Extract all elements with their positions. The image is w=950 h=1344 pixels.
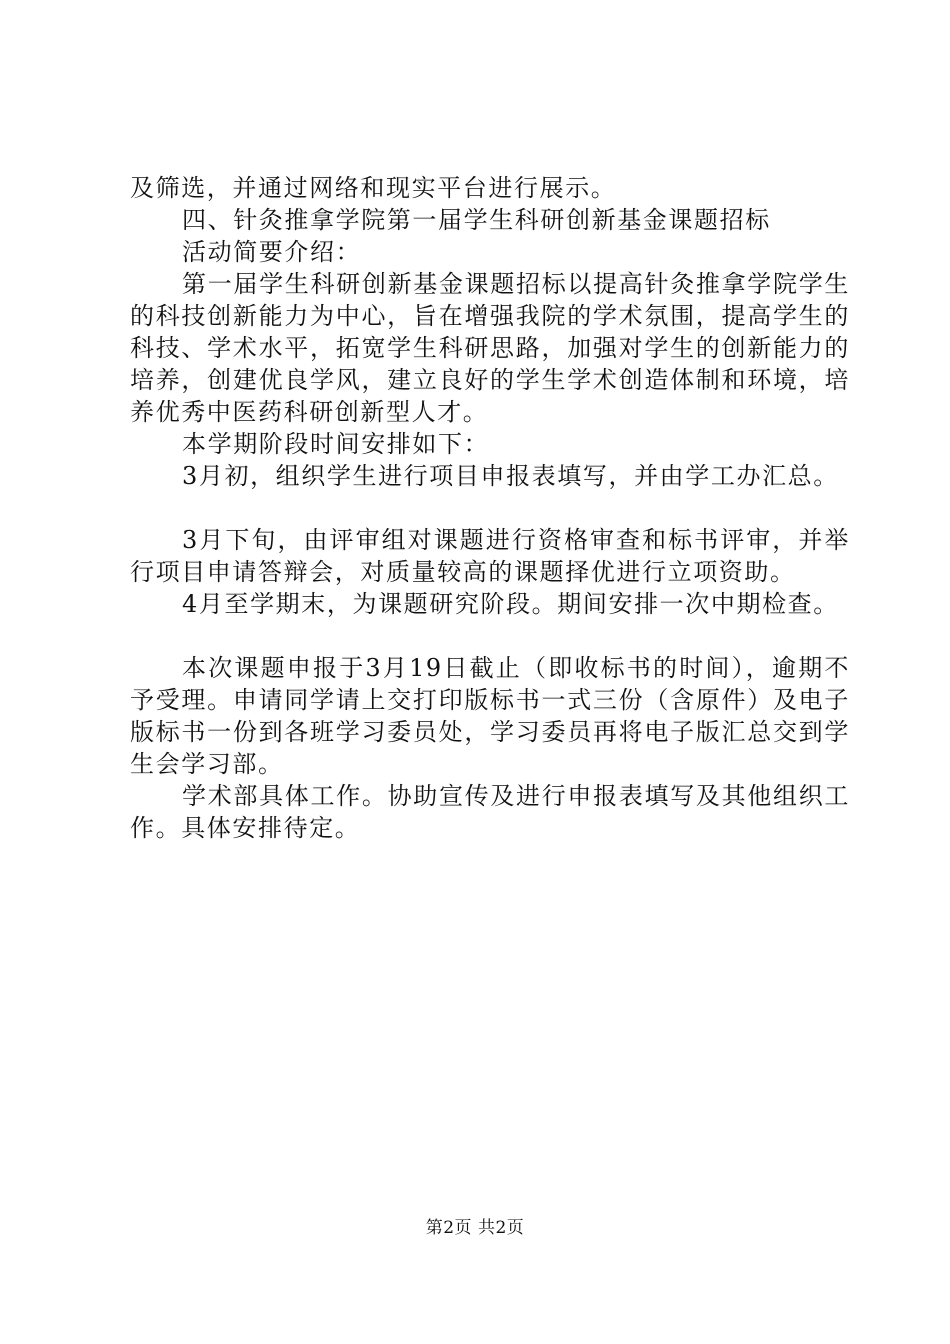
paragraph-deadline: 本次课题申报于3月19日截止（即收标书的时间），逾期不予受理。申请同学请上交打印版标书一式三份（含原件）及电子版标书一份到各班学习委员处，学习委员再将电子版汇总交到学生会学习部。 — [130, 654, 850, 778]
document-body — [130, 172, 850, 844]
paragraph-description: 第一届学生科研创新基金课题招标以提高针灸推拿学院学生的科技创新能力为中心，旨在增强我院的学术氛围，提高学生的科技、学术水平，拓宽学生科研思路，加强对学生的创新能力的培养，创建优良学风，建立良好的学生学术创造体制和环境，培养优秀中医药科研创新型人才。 — [130, 270, 850, 426]
paragraph-continuation: 及筛选，并通过网络和现实平台进行展示。 — [130, 174, 617, 202]
page-number-footer: 第2页 共2页 — [425, 1218, 525, 1238]
paragraph-schedule-march-early: 3月初，组织学生进行项目申报表填写，并由学工办汇总。 — [182, 462, 839, 490]
paragraph-schedule-march-late: 3月下旬，由评审组对课题进行资格审查和标书评审，并举行项目申请答辩会，对质量较高的课题择优进行立项资助。 — [130, 526, 850, 586]
paragraph-department-work: 学术部具体工作。协助宣传及进行申报表填写及其他组织工作。具体安排待定。 — [130, 782, 850, 842]
paragraph-intro-label: 活动简要介绍： — [182, 238, 362, 266]
section-heading: 四、针灸推拿学院第一届学生科研创新基金课题招标 — [182, 206, 771, 234]
paragraph-schedule-april: 4月至学期末，为课题研究阶段。期间安排一次中期检查。 — [182, 590, 839, 618]
paragraph-schedule-label: 本学期阶段时间安排如下： — [182, 430, 490, 458]
